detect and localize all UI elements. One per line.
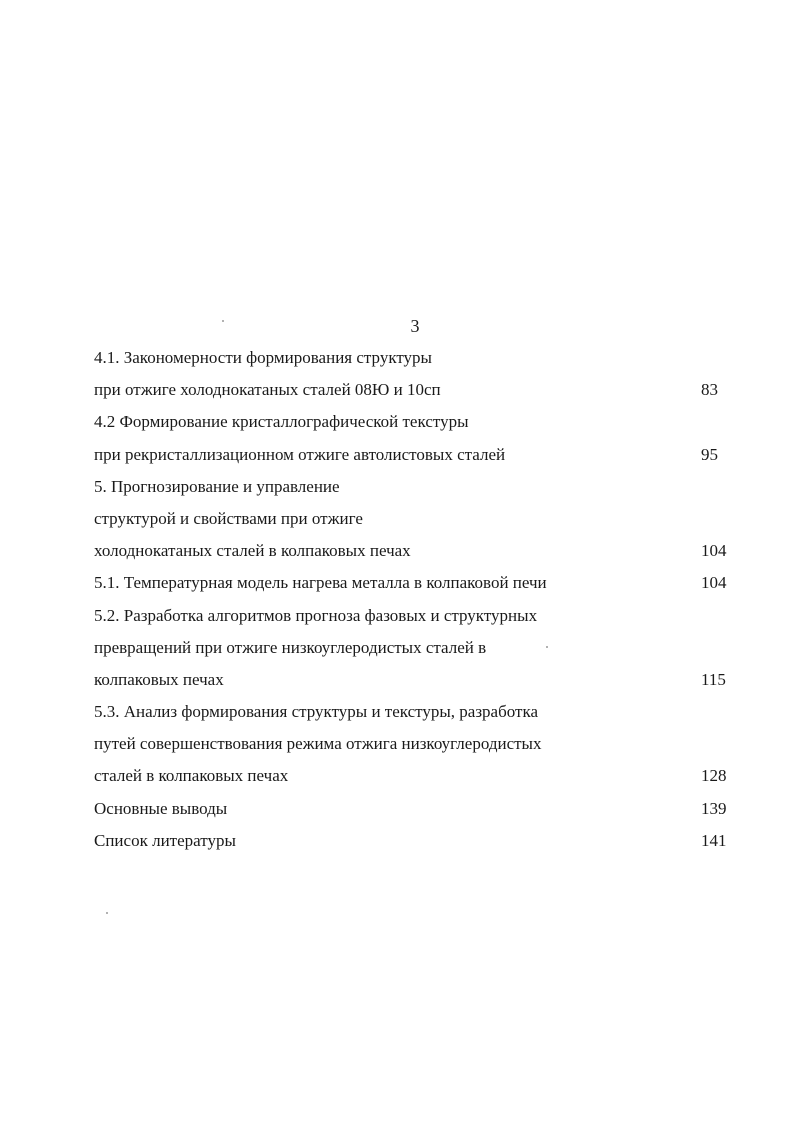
toc-entry-text: при рекристаллизационном отжиге автолистовых сталей bbox=[94, 444, 506, 464]
toc-entry-page: 128 bbox=[701, 766, 727, 786]
toc-entry-page: 104 bbox=[701, 573, 727, 593]
toc-entry-text: путей совершенствования режима отжига низкоуглеродистых bbox=[94, 734, 542, 754]
toc-entry-page: 83 bbox=[701, 380, 718, 400]
toc-entry bbox=[94, 342, 734, 374]
toc-entry-text: 4.1. Закономерности формирования структуры bbox=[94, 348, 432, 367]
toc-entry bbox=[94, 825, 734, 857]
toc-entry-page: 115 bbox=[701, 669, 726, 689]
toc-entry bbox=[94, 632, 734, 664]
toc-entry-page: 141 bbox=[701, 830, 727, 850]
toc-entry bbox=[94, 664, 734, 696]
toc-entry-text: холоднокатаных сталей в колпаковых печах bbox=[94, 541, 411, 561]
toc-entry-text: превращений при отжиге низкоуглеродистых сталей в bbox=[94, 637, 487, 657]
toc-entry bbox=[94, 696, 734, 728]
toc-entry bbox=[94, 471, 734, 503]
toc-entry bbox=[94, 374, 734, 406]
toc-entry-text: колпаковых печах bbox=[94, 669, 224, 689]
toc-entry-page: 139 bbox=[701, 798, 727, 818]
toc-entry-text: 4.2 Формирование кристаллографической текстуры bbox=[94, 412, 469, 432]
page-number: 3 bbox=[410, 316, 420, 336]
toc-entry-text: 5.2. Разработка алгоритмов прогноза фазовых и структурных bbox=[94, 605, 538, 625]
toc-entry bbox=[94, 503, 734, 535]
toc-entry-text: 5.1. Температурная модель нагрева металла в колпаковой печи bbox=[94, 573, 547, 593]
toc-entry bbox=[94, 600, 734, 632]
toc-entry-text: при отжиге холоднокатаных сталей 08Ю и 10сп bbox=[94, 380, 441, 400]
toc-entry bbox=[94, 439, 734, 471]
scan-speck bbox=[546, 646, 548, 648]
table-of-contents bbox=[94, 342, 734, 857]
toc-entry bbox=[94, 760, 734, 792]
toc-entry bbox=[94, 728, 734, 760]
toc-entry-text: 5.3. Анализ формирования структуры и текстуры, разработка bbox=[94, 702, 539, 722]
toc-entry-page: 104 bbox=[701, 541, 727, 561]
toc-entry-text: Список литературы bbox=[94, 830, 236, 850]
toc-entry-text: 5. Прогнозирование и управление bbox=[94, 476, 340, 496]
toc-entry bbox=[94, 406, 734, 438]
toc-entry bbox=[94, 567, 734, 599]
scan-speck bbox=[222, 320, 224, 322]
toc-entry-text: сталей в колпаковых печах bbox=[94, 766, 289, 786]
toc-entry-text: структурой и свойствами при отжиге bbox=[94, 508, 363, 528]
toc-entry bbox=[94, 535, 734, 567]
toc-entry-text: Основные выводы bbox=[94, 798, 228, 818]
scan-speck bbox=[106, 912, 108, 914]
toc-entry-page: 95 bbox=[701, 444, 718, 464]
toc-entry bbox=[94, 793, 734, 825]
